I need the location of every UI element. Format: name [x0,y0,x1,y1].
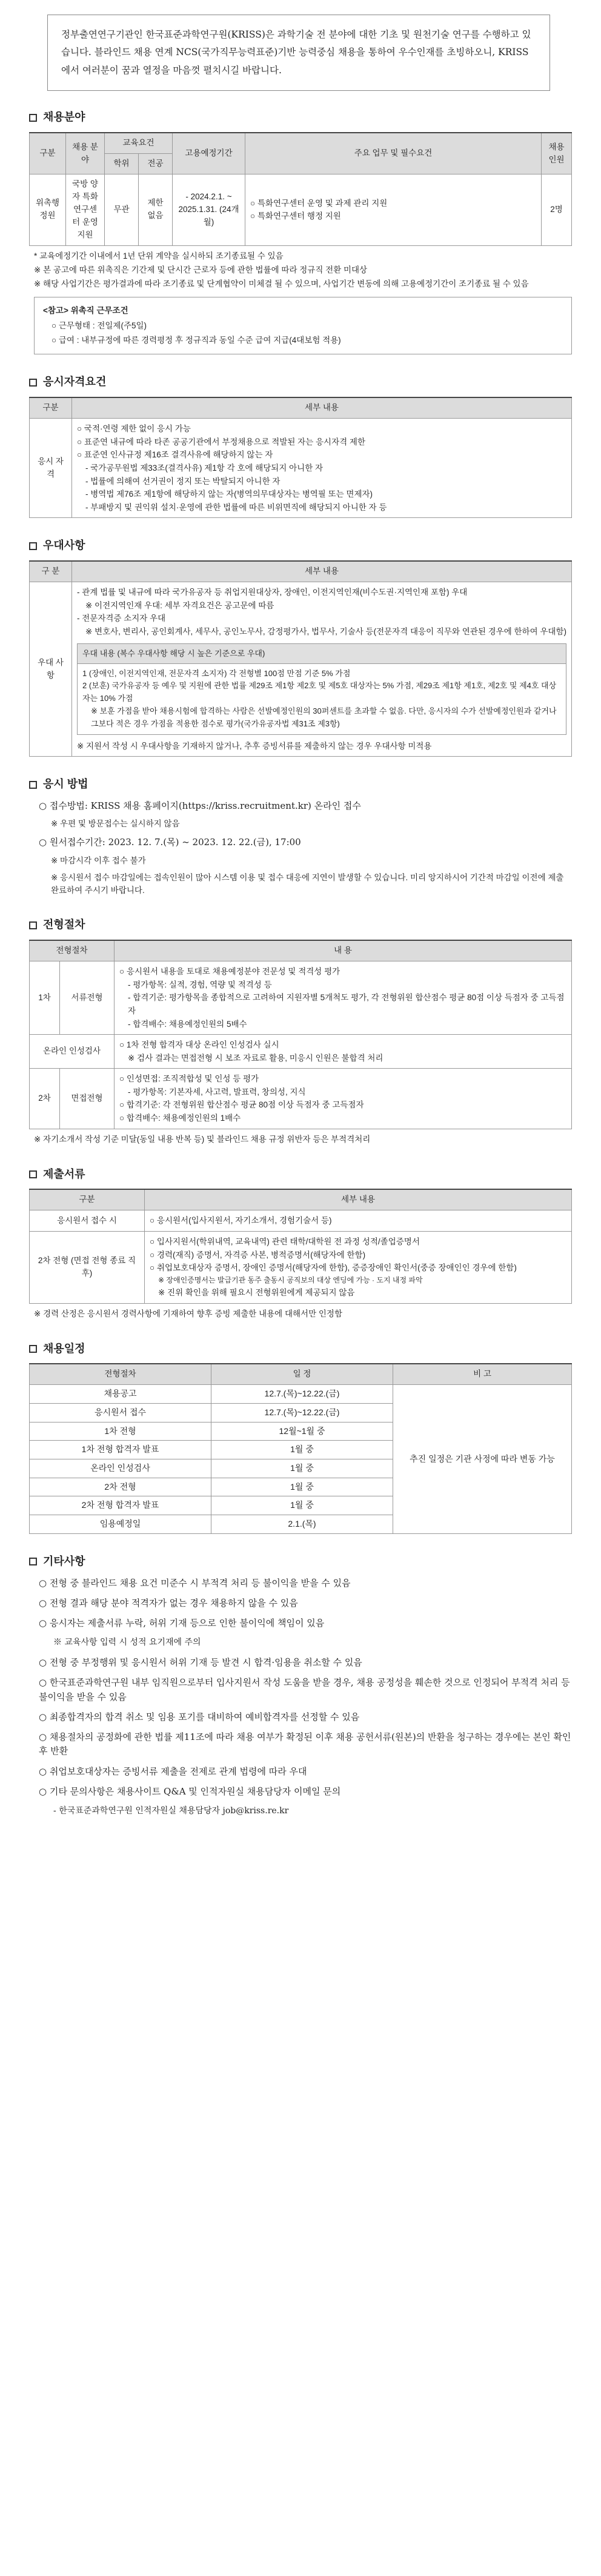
th-detail: 내 용 [115,940,572,961]
th-edu: 교육요건 [105,133,173,153]
detail-line: ※ 진위 확인을 위해 필요시 전형위원에게 제공되지 않음 [158,1287,355,1297]
schedule-step: 2차 전형 [30,1478,211,1496]
checkbox-square-icon [29,1345,37,1353]
section-apply-method [29,776,572,897]
preferences-table [29,560,572,757]
selection-note: ※ 자기소개서 작성 기준 미달(동일 내용 반복 등) 및 블라인드 채용 규정 위반자 등은 부적격처리 [34,1134,371,1144]
th-step: 전형절차 [30,1364,211,1384]
schedule-step: 응시원서 접수 [30,1404,211,1422]
cell-period: - 2024.2.1. ~ 2025.1.31. (24개월) [173,174,245,246]
etc-item: ○ 응시자는 제출서류 누락, 허위 기재 등으로 인한 불이익에 책임이 있음 [39,1618,325,1629]
etc-list [29,1576,572,1818]
apply-sub: ※ 마감시각 이후 접수 불가 [51,855,146,865]
cell-label: 응시원서 접수 시 [30,1210,145,1232]
section-title: 기타사항 [29,1553,572,1570]
section-etc [29,1553,572,1818]
detail-line: ○ 경력(재직) 증명서, 자격증 사본, 병적증명서(해당자에 한함) [150,1250,366,1260]
detail-line: - 합격배수: 채용예정인원의 5배수 [128,1019,247,1029]
schedule-step: 1차 전형 합격자 발표 [30,1441,211,1459]
cell-step-name: 면접전형 [60,1069,115,1129]
th-gubun: 구 분 [30,561,72,582]
section-title: 응시 방법 [29,776,572,793]
schedule-date: 12.7.(목)~12.22.(금) [211,1385,393,1404]
etc-item: ○ 전형 중 블라인드 채용 요건 미준수 시 부적격 처리 등 불이익을 받을 수 있음 [39,1577,351,1588]
benefit-line: 1 (장애인, 이전지역인재, 전문자격 소지자) 각 전형별 100점 만점 기준 5% 가점 [82,668,351,678]
th-note: 비 고 [393,1364,572,1384]
detail-line: - 전문자격증 소지자 우대 [77,614,166,623]
cell-label: 우대 사항 [30,582,72,757]
benefit-body [78,663,566,734]
note-line: * 교육에정기간 이내에서 1년 단위 계약을 실시하되 조기종료될 수 있음 [34,251,284,261]
cell-detail [145,1210,572,1232]
th-step: 전형절차 [30,940,115,961]
th-detail: 세부 내용 [145,1189,572,1210]
cell-detail [72,419,572,518]
th-gubun: 구분 [30,1189,145,1210]
cell-detail [115,1069,572,1129]
schedule-step: 임용예정일 [30,1515,211,1534]
contact-email: - 한국표준과학연구원 인적자원실 채용담당자 job@kriss.re.kr [53,1806,289,1816]
checkbox-square-icon [29,921,37,929]
schedule-step: 1차 전형 [30,1422,211,1441]
schedule-step: 2차 전형 합격자 발표 [30,1496,211,1515]
cell-duties [245,174,542,246]
th-degree: 학위 [105,154,139,174]
duty-line: ○ 특화연구센터 행정 지원 [250,211,341,221]
detail-line: - 합격기준: 평가항목을 종합적으로 고려하여 지원자별 5개척도 평가, 각 전형위원 합산점수 평균 80점 이상 득점자 중 고득점자 [128,993,565,1015]
recruit-field-table [29,132,572,245]
cell-field: 국방 양자 특화 연구센터 운영지원 [66,174,105,246]
th-detail: 세부 내용 [72,397,572,418]
schedule-remark: 추진 일정은 기관 사정에 따라 변동 가능 [393,1385,572,1534]
checkbox-square-icon [29,1170,37,1178]
th-detail: 세부 내용 [72,561,572,582]
cell-detail [72,582,572,757]
th-gubun: 구분 [30,397,72,418]
etc-sub: ※ 교육사항 입력 시 성적 요기재에 주의 [53,1638,201,1648]
apply-item: ○ 접수방법: KRISS 채용 홈페이지(https://kriss.recruitment.kr) 온라인 접수 [39,800,361,812]
schedule-table [29,1363,572,1533]
th-major: 전공 [139,154,173,174]
schedule-date: 12월~1월 중 [211,1422,393,1441]
cell-step: 2차 [30,1069,60,1129]
benefit-line: 2 (보훈) 국가유공자 등 예우 및 지원에 관한 법률 제29조 제1항 제2호 및 제5호 대상자는 5% 가점, 제29조 제1항 제1호, 제2호 및 제4호 대상자는 10% 가점 [82,681,557,703]
detail-line: - 관계 법률 및 내규에 따라 국가유공자 등 취업지원대상자, 장애인, 이전지역인재(비수도권·지역인재 포함) 우대 [77,588,468,597]
detail-line: - 법률에 의해여 선거권이 정지 또는 박탈되지 아니한 자 [85,476,281,486]
schedule-date: 12.7.(목)~12.22.(금) [211,1404,393,1422]
duty-line: ○ 특화연구센터 운영 및 과제 관리 지원 [250,198,388,208]
section-eligibility [29,374,572,518]
cell-degree: 무관 [105,174,139,246]
schedule-step: 온라인 인성검사 [30,1459,211,1478]
etc-item: ○ 취업보호대상자는 증빙서류 제출을 전제로 관계 법령에 따라 우대 [39,1765,307,1777]
apply-item: ○ 원서접수기간: 2023. 12. 7.(목) ~ 2023. 12. 22.(금), 17:00 [39,837,301,848]
cell-major: 제한없음 [139,174,173,246]
section-title: 채용일정 [29,1341,572,1358]
detail-line: - 평가항목: 실적, 경험, 역량 및 적격성 등 [128,980,272,989]
detail-line: ○ 합격배수: 채용예정인원의 1배수 [119,1114,241,1123]
section-title: 제출서류 [29,1166,572,1183]
apply-sub: ※ 응시원서 접수 마감일에는 접속인원이 많아 시스템 이용 및 접수 대응에 지연이 발생할 수 있습니다. 미리 앙지하시어 기간적 마감일 이전에 제출 완료하여 주시기 바랍니다. [51,873,564,895]
recruit-notes [29,250,572,291]
work-conditions-title: <참고> 위촉직 근무조건 [43,306,128,316]
benefit-line: ※ 보훈 가점을 받아 채용시험에 합격하는 사람은 선발예정인원의 30퍼센트를 초과할 수 없음. 다만, 응시자의 수가 선발예정인원과 같거나 그보다 적은 경우 가점을 적용한 점수로 평가(국가유공자법 제31조 제3항) [91,706,557,728]
detail-line: - 병역법 제76조 제1항에 해당하지 않는 자(병역의무대상자는 병역필 또는 면제자) [85,490,373,499]
intro-box [47,15,550,91]
detail-line: ○ 응시원서 내용을 토대로 채용예정분야 전문성 및 적격성 평가 [119,967,340,977]
etc-item: ○ 한국표준과학연구원 내부 임직원으로부터 입사지원서 작성 도움을 받을 경우, 채용 공정성을 훼손한 것으로 인정되어 부적격 처리 등 불이익을 받을 수 있음 [39,1677,570,1702]
th-date: 일 정 [211,1364,393,1384]
detail-line: - 부패방지 및 권익위 설치·운영에 관한 법률에 따른 비위면직에 해당되지 아니한 자 등 [85,502,387,512]
documents-note: ※ 경력 산정은 응시원서 경력사항에 기재하여 향후 증빙 제출한 내용에 대해서만 인정함 [34,1309,343,1318]
etc-item: ○ 전형 결과 해당 분야 적격자가 없는 경우 채용하지 않을 수 있음 [39,1597,298,1608]
preference-benefit-table [77,643,566,735]
checkbox-square-icon [29,1558,37,1565]
section-schedule [29,1341,572,1534]
section-selection-process [29,917,572,1146]
schedule-date: 1월 중 [211,1441,393,1459]
schedule-date: 1월 중 [211,1478,393,1496]
checkbox-square-icon [29,114,37,122]
work-condition-item: ○ 급여 : 내부규정에 따른 경력평정 후 정규직과 동일 수준 급여 지급(4대보험 적용) [51,336,341,345]
detail-line: ○ 1차 전형 합격자 대상 온라인 인성검사 실시 [119,1040,279,1050]
apply-list [29,799,572,897]
section-recruit-field [29,109,572,354]
th-duties: 주요 업무 및 필수요건 [245,133,542,174]
cell-detail [145,1232,572,1304]
etc-item: ○ 기타 문의사항은 채용사이트 Q&A 및 인적자원실 채용담당자 이메일 문의 [39,1785,341,1797]
schedule-date: 1월 중 [211,1459,393,1478]
section-title: 전형절차 [29,917,572,934]
detail-line: ○ 응시원서(입사지원서, 자기소개서, 경험기술서 등) [150,1216,332,1226]
checkbox-square-icon [29,379,37,387]
schedule-date: 2.1.(목) [211,1515,393,1534]
section-title: 우대사항 [29,537,572,554]
intro-text: 정부출연연구기관인 한국표준과학연구원(KRISS)은 과학기술 전 분야에 대한 기초 및 원천기술 연구를 수행하고 있습니다. 블라인드 채용 연계 NCS(국가직무능력표준)기반 능력중심 채용을 통하여 우수인재를 초빙하오니, KRISS에서 여러분이 꿈과 열정을 마음껏 펼치시길 바랍니다. [61,29,531,76]
detail-line: ※ 지원서 작성 시 우대사항을 기재하지 않거나, 추후 증빙서류를 제출하지 않는 경우 우대사항 미적용 [77,741,432,751]
th-count: 채용 인원 [542,133,572,174]
detail-line: ○ 국적·연령 제한 없이 응시 가능 [77,424,191,434]
detail-line: ○ 인성면접: 조직적합성 및 인성 등 평가 [119,1074,259,1084]
detail-line: ○ 취업보호대상자 증명서, 장애인 증명서(해당자에 한함), 증증장애인 확인서(중증 장애인인 경우에 한함) [150,1263,517,1273]
note-line: ※ 해당 사업기간은 평가결과에 따라 조기종료 및 단계협약이 미체결 될 수 있으며, 사업기간 변동에 의해 고용예정기간이 조기종료 될 수 있음 [34,279,529,288]
eligibility-table [29,397,572,518]
detail-line: ※ 검사 결과는 면접전형 시 보조 자료로 활용, 미응시 인원은 불합격 처리 [128,1053,384,1063]
etc-item: ○ 전형 중 부정행위 및 응시원서 허위 기재 등 발견 시 합격·임용을 취소할 수 있음 [39,1657,362,1668]
section-title: 채용분야 [29,109,572,126]
cell-detail [115,961,572,1035]
etc-item: ○ 최종합격자의 합격 취소 및 임용 포기를 대비하여 예비합격자를 선정할 수 있음 [39,1711,360,1722]
schedule-step: 채용공고 [30,1385,211,1404]
checkbox-square-icon [29,781,37,789]
note-line: ※ 본 공고에 따른 위촉직은 기간제 및 단시간 근로자 등에 관한 법률에 따라 정규직 전환 미대상 [34,265,368,274]
cell-step-name: 서류전형 [60,961,115,1035]
detail-line: ○ 표준연 인사규정 제16조 결격사유에 해당하지 않는 자 [77,450,273,460]
th-period: 고용예정기간 [173,133,245,174]
cell-label: 응시 자격 [30,419,72,518]
th-gubun: 구분 [30,133,66,174]
cell-label: 2차 전형 (면접 전형 종료 직후) [30,1232,145,1304]
cell-gubun: 위촉행정원 [30,174,66,246]
detail-line: ○ 표준연 내규에 따라 타존 공공기관에서 부정채용으로 적발된 자는 응시자격 제한 [77,437,366,446]
schedule-date: 1월 중 [211,1496,393,1515]
apply-sub: ※ 우편 및 방문접수는 실시하지 않음 [51,819,180,829]
cell-step: 온라인 인성검사 [30,1035,115,1069]
detail-line: - 평가항목: 기본자세, 사고력, 발표력, 창의성, 지식 [128,1087,306,1097]
cell-detail [115,1035,572,1069]
detail-line: ○ 입사지원서(학위내역, 교육내역) 관련 태학/대학원 전 과정 성적/졸업증명서 [150,1237,420,1246]
work-condition-item: ○ 근무형태 : 전일제(주5일) [51,320,147,330]
benefit-header: 우대 내용 (복수 우대사항 해당 시 높은 기준으로 우대) [78,643,566,663]
th-field: 채용 분야 [66,133,105,174]
etc-item: ○ 채용절차의 공정화에 관한 법률 제11조에 따라 채용 여부가 확정된 이후 채용 공헌서류(원본)의 반환을 청구하는 경우에는 본인 확인 후 반환 [39,1731,571,1757]
cell-step: 1차 [30,961,60,1035]
selection-table [29,940,572,1129]
detail-line: ※ 장애인증명서는 발급기관 동주 출동시 공직보의 대상 엔딩에 가능 · 도지 내정 파악 [158,1275,423,1284]
detail-line: ※ 이전지역인재 우대: 세부 자격요건은 공고문에 따름 [85,600,274,610]
checkbox-square-icon [29,542,37,550]
section-title: 응시자격요건 [29,374,572,391]
section-documents [29,1166,572,1321]
section-preferences [29,537,572,757]
detail-line: ○ 합격기준: 각 전형위원 합산점수 평균 80점 이상 득점자 중 고득점자 [119,1100,364,1110]
cell-count: 2명 [542,174,572,246]
documents-table [29,1189,572,1303]
detail-line: - 국가공무원법 제33조(결격사유) 제1항 각 호에 해당되지 아니한 자 [85,463,324,473]
work-conditions-box [34,297,572,354]
detail-line: ※ 변호사, 변리사, 공인회계사, 세무사, 공인노무사, 감정평가사, 법무사, 기술사 등(전문자격 대응이 직무와 연관된 경우에 한하여 우대함) [85,626,566,636]
